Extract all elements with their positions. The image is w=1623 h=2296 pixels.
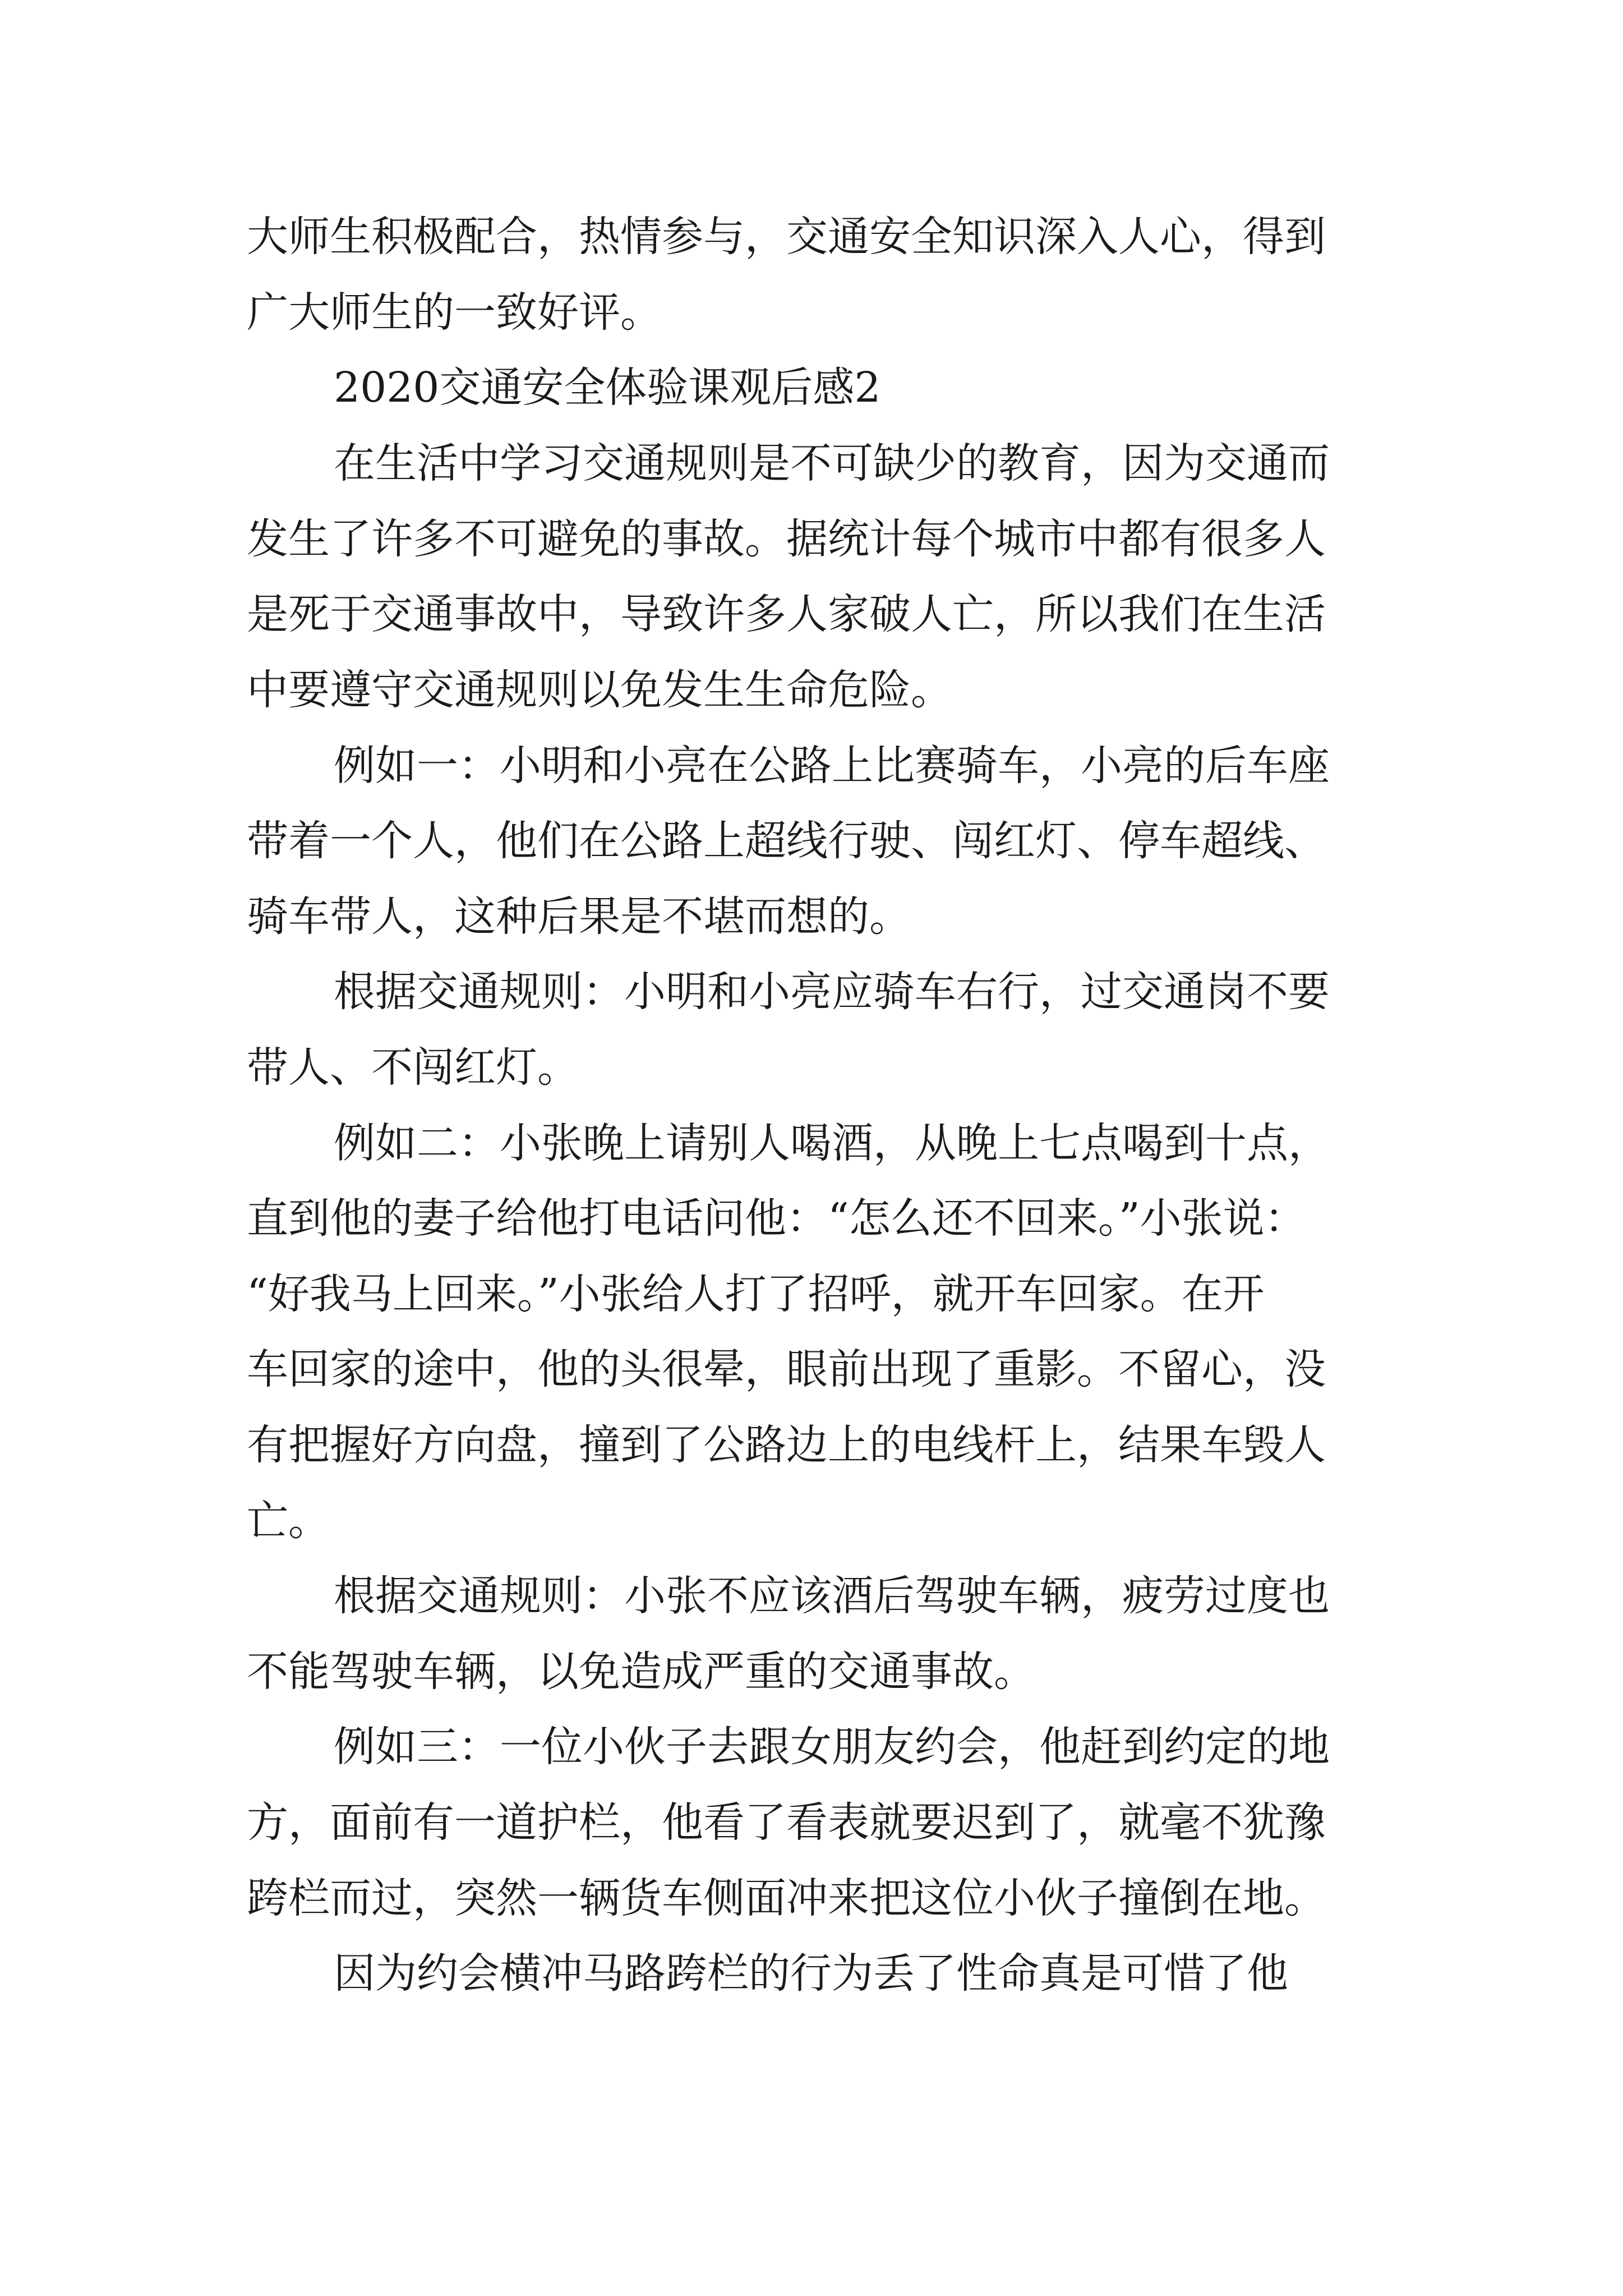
- text-line: 不能驾驶车辆，以免造成严重的交通事故。: [247, 1648, 1035, 1696]
- text-line: 直到他的妻子给他打电话问他：“怎么还不回来。”小张说：: [247, 1194, 1306, 1243]
- text-line: 大师生积极配合，热情参与，交通安全知识深入人心，得到: [247, 213, 1326, 261]
- text-line: 方，面前有一道护栏，他看了看表就要迟到了，就毫不犹豫: [247, 1798, 1326, 1847]
- text-line: 有把握好方向盘，撞到了公路边上的电线杆上，结果车毁人: [247, 1421, 1326, 1469]
- text-line: 广大师生的一致好评。: [247, 288, 662, 337]
- section-heading: 2020交通安全体验课观后感2: [334, 364, 881, 412]
- text-line: 中要遵守交通规则以免发生生命危险。: [247, 666, 952, 714]
- text-line: 亡。: [247, 1497, 330, 1545]
- text-line: 根据交通规则：小明和小亮应骑车右行，过交通岗不要: [334, 968, 1330, 1016]
- text-line: 因为约会横冲马路跨栏的行为丢了性命真是可惜了他: [334, 1949, 1288, 1998]
- text-line: “好我马上回来。”小张给人打了招呼，就开车回家。在开: [247, 1270, 1265, 1318]
- text-line: 跨栏而过，突然一辆货车侧面冲来把这位小伙子撞倒在地。: [247, 1874, 1326, 1922]
- text-line: 例如一：小明和小亮在公路上比赛骑车，小亮的后车座: [334, 742, 1330, 790]
- text-line: 例如二：小张晚上请别人喝酒，从晚上七点喝到十点，: [334, 1119, 1330, 1167]
- text-line: 带着一个人，他们在公路上超线行驶、闯红灯、停车超线、: [247, 817, 1326, 865]
- text-line: 车回家的途中，他的头很晕，眼前出现了重影。不留心，没: [247, 1345, 1326, 1393]
- text-line: 根据交通规则：小张不应该酒后驾驶车辆，疲劳过度也: [334, 1572, 1330, 1620]
- text-line: 发生了许多不可避免的事故。据统计每个城市中都有很多人: [247, 515, 1326, 563]
- text-line: 例如三：一位小伙子去跟女朋友约会，他赶到约定的地: [334, 1723, 1330, 1771]
- text-line: 骑车带人，这种后果是不堪而想的。: [247, 892, 911, 941]
- text-line: 带人、不闯红灯。: [247, 1043, 579, 1092]
- text-line: 在生活中学习交通规则是不可缺少的教育，因为交通而: [334, 439, 1330, 487]
- text-line: 是死于交通事故中，导致许多人家破人亡，所以我们在生活: [247, 590, 1326, 638]
